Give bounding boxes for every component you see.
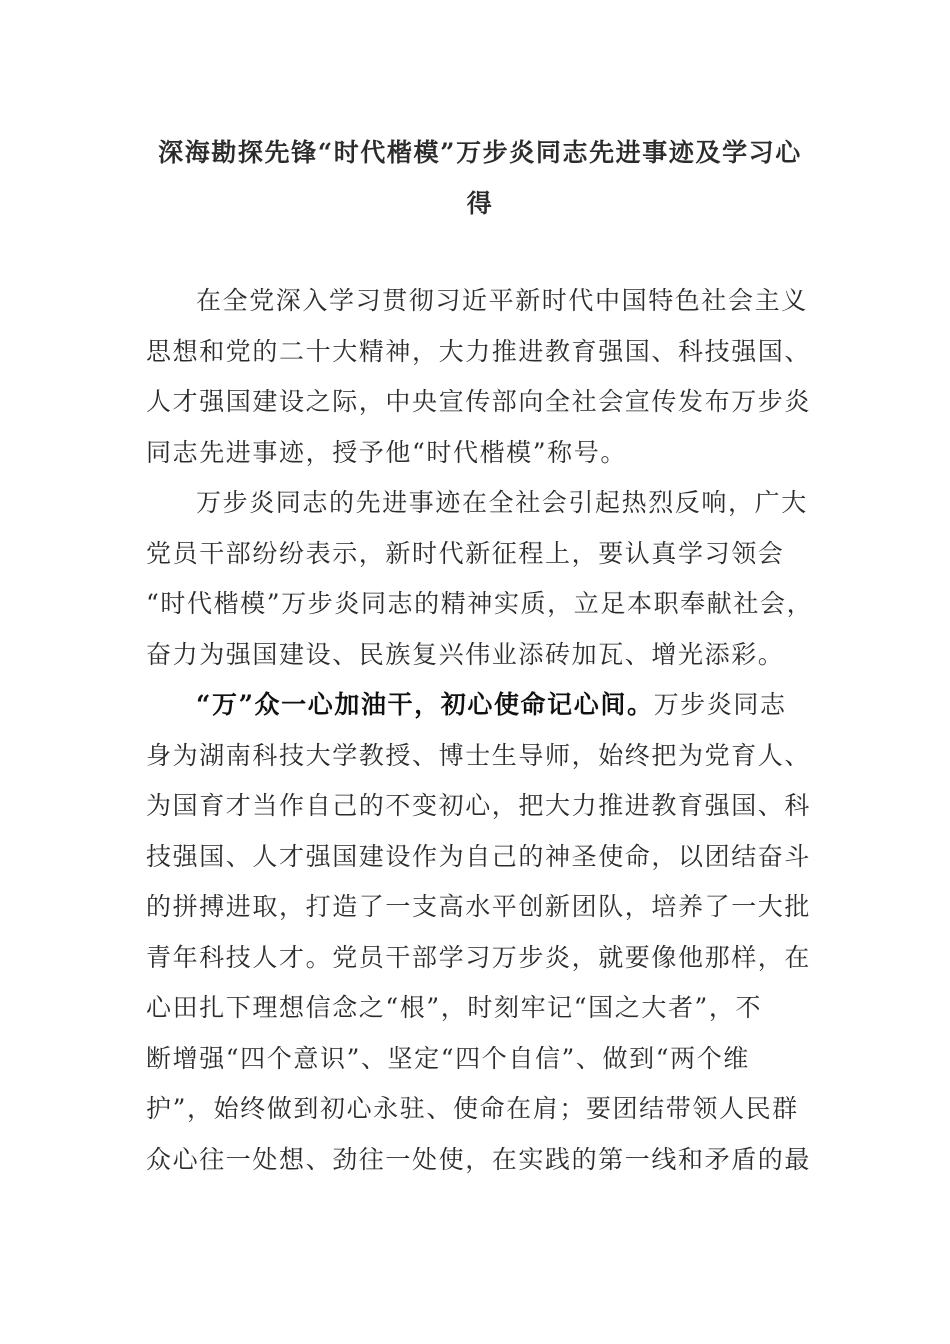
section-heading: “万”众一心加油干，初心使命记心间。 — [196, 690, 654, 719]
title-line: 得 — [466, 188, 494, 218]
paragraph-line: 奋力为强国建设、民族复兴伟业添砖加瓦、增光添彩。 — [146, 639, 785, 669]
document-title — [150, 128, 810, 229]
paragraph-line: 护”，始终做到初心永驻、使命在肩；要团结带领人民群 — [146, 1094, 799, 1123]
paragraph-line-rest: 万步炎同志 — [653, 690, 787, 719]
paragraph-3 — [146, 680, 816, 1185]
paragraph-line: 万步炎同志的先进事迹在全社会引起热烈反响，广大 — [196, 488, 808, 517]
paragraph-line: 技强国、人才强国建设作为自己的神圣使命，以团结奋斗 — [146, 841, 812, 871]
document-body — [146, 276, 816, 1185]
paragraph-line: 同志先进事迹，授予他“时代楷模”称号。 — [146, 437, 627, 467]
paragraph-line: 青年科技人才。党员干部学习万步炎，就要像他那样，在 — [146, 942, 812, 972]
paragraph-first-line — [146, 680, 816, 731]
paragraph-line: 身为湖南科技大学教授、博士生导师，始终把为党育人、 — [146, 740, 812, 770]
paragraph-line: 的拼搏进取，打造了一支高水平创新团队，培养了一大批 — [146, 892, 812, 921]
paragraph-line: 人才强国建设之际，中央宣传部向全社会宣传发布万步炎 — [146, 387, 812, 416]
paragraph-line: 在全党深入学习贯彻习近平新时代中国特色社会主义 — [196, 286, 808, 315]
paragraph-line: 断增强“四个意识”、坚定“四个自信”、做到“两个维 — [146, 1043, 750, 1073]
paragraph-line: 党员干部纷纷表示，新时代新征程上，要认真学习领会 — [146, 538, 785, 568]
paragraph-line: 为国育才当作自己的不变初心，把大力推进教育强国、科 — [146, 791, 812, 820]
paragraph-line: 思想和党的二十大精神，大力推进教育强国、科技强国、 — [146, 336, 812, 366]
paragraph-2 — [146, 478, 816, 680]
paragraph-line: “时代楷模”万步炎同志的精神实质，立足本职奉献社会， — [146, 589, 814, 618]
paragraph-line: 心田扎下理想信念之“根”，时刻牢记“国之大者”，不 — [146, 993, 763, 1022]
paragraph-line: 众心往一处想、劲往一处使，在实践的第一线和矛盾的最 — [146, 1144, 812, 1174]
title-line: 深海勘探先锋“时代楷模”万步炎同志先进事迹及学习心 — [158, 138, 802, 167]
paragraph-1 — [146, 276, 816, 478]
